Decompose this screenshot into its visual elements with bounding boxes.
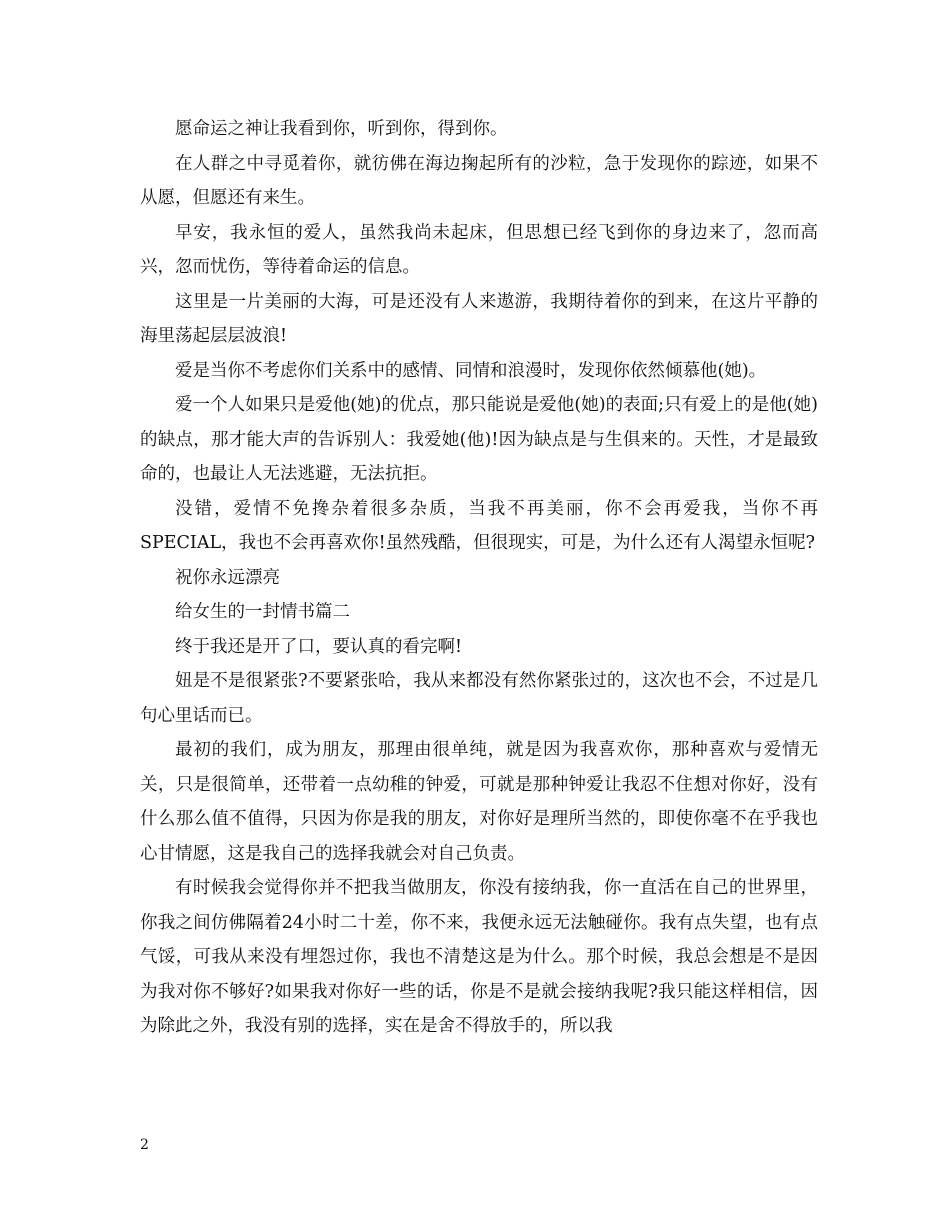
section-heading: 给女生的一封情书篇二 [175,602,350,622]
paragraph: 愿命运之神让我看到你，听到你，得到你。 [175,119,508,139]
paragraph: 妞是不是很紧张?不要紧张哈，我从来都没有然你紧张过的，这次也不会，不过是几句心里话而已。 [140,671,818,726]
document-body [140,112,818,1044]
paragraph: 有时候我会觉得你并不把我当做朋友，你没有接纳我，你一直活在自己的世界里，你我之间仿佛隔着24小时二十差，你不来，我便永远无法触碰你。我有点失望，也有点气馁，可我从来没有埋怨过你，我也不清楚这是为什么。那个时候，我总会想是不是因为我对你不够好?如果我对你好一些的话，你是不是就会接纳我呢?我只能这样相信，因为除此之外，我没有别的选择，实在是舍不得放手的，所以我 [140,878,818,1036]
paragraph: 最初的我们，成为朋友，那理由很单纯，就是因为我喜欢你，那种喜欢与爱情无关，只是很简单，还带着一点幼稚的钟爱，可就是那种钟爱让我忍不住想对你好，没有什么那么值不值得，只因为你是我的朋友，对你好是理所当然的，即使你毫不在乎我也心甘情愿，这是我自己的选择我就会对自己负责。 [140,740,818,864]
page-number: 2 [140,1137,149,1153]
paragraph: 没错，爱情不免搀杂着很多杂质，当我不再美丽，你不会再爱我，当你不再SPECIAL，我也不会再喜欢你!虽然残酷，但很现实，可是，为什么还有人渴望永恒呢? [140,498,818,553]
paragraph: 终于我还是开了口，要认真的看完啊! [175,636,463,657]
paragraph: 爱一个人如果只是爱他(她)的优点，那只能说是爱他(她)的表面;只有爱上的是他(她)的缺点，那才能大声的告诉别人：我爱她(他)!因为缺点是与生俱来的。天性，才是最致命的，也最让人无法逃避，无法抗拒。 [140,395,818,484]
closing-line: 祝你永远漂亮 [175,567,280,588]
paragraph: 在人群之中寻觅着你，就彷佛在海边掬起所有的沙粒，急于发现你的踪迹，如果不从愿，但愿还有来生。 [140,153,818,208]
paragraph: 爱是当你不考虑你们关系中的感情、同情和浪漫时，发现你依然倾慕他(她)。 [175,360,767,381]
paragraph: 这里是一片美丽的大海，可是还没有人来遨游，我期待着你的到来，在这片平静的海里荡起层层波浪! [140,291,818,346]
paragraph: 早安，我永恒的爱人，虽然我尚未起床，但思想已经飞到你的身边来了，忽而高兴，忽而忧伤，等待着命运的信息。 [140,222,818,277]
